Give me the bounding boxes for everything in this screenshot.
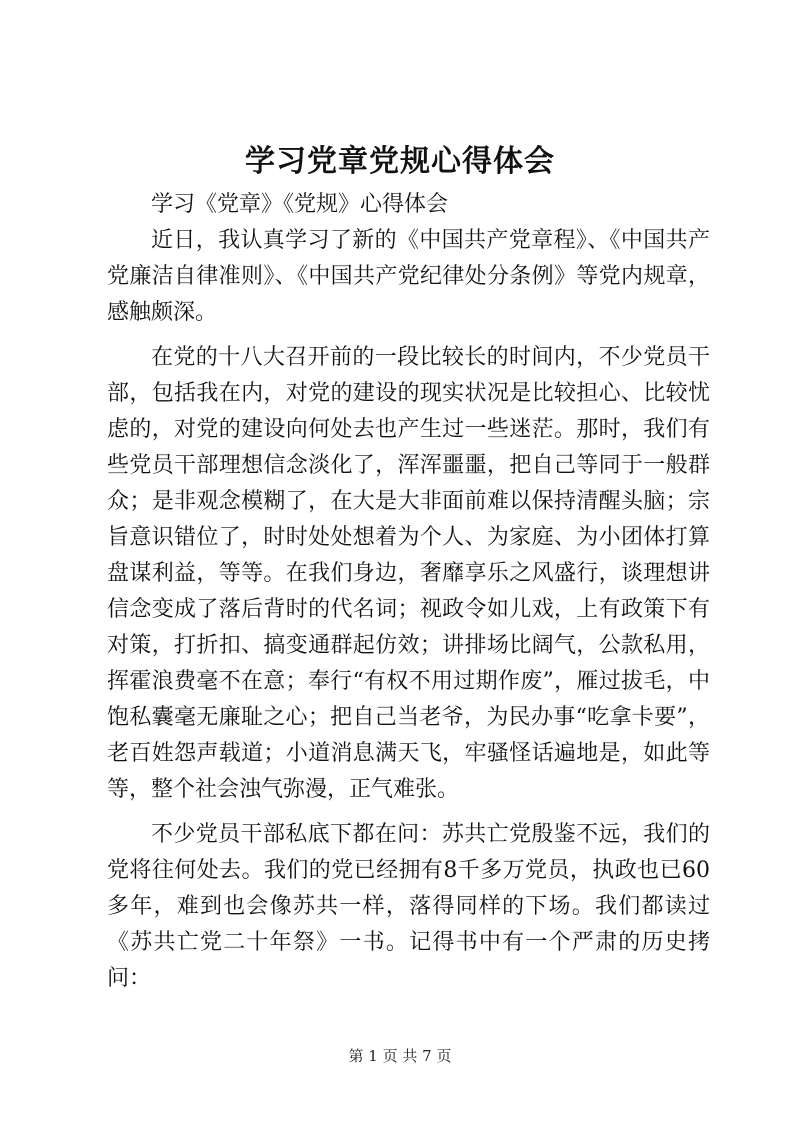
body-paragraph-3: 不少党员干部私底下都在问：苏共亡党殷鉴不远，我们的党将往何处去。我们的党已经拥有8千多万党员，执政也已60多年，难到也会像苏共一样，落得同样的下场。我们都读过《苏共亡党二十年祭》一书。记得书中有一个严肃的历史拷问： (107, 822, 710, 991)
subtitle-paragraph: 学习《党章》《党规》心得体会 (151, 192, 449, 217)
document-title: 学习党章党规心得体会 (245, 144, 555, 179)
body-paragraph-1: 近日，我认真学习了新的《中国共产党章程》、《中国共产党廉洁自律准则》、《中国共产党纪律处分条例》等党内规章，感触颇深。 (107, 228, 710, 325)
page-footer: 第 1 页 共 7 页 (348, 1047, 452, 1065)
body-paragraph-2: 在党的十八大召开前的一段比较长的时间内，不少党员干部，包括我在内，对党的建设的现实状况是比较担心、比较忧虑的，对党的建设向何处去也产生过一些迷茫。那时，我们有些党员干部理想信念淡化了，浑浑噩噩，把自己等同于一般群众；是非观念模糊了，在大是大非面前难以保持清醒头脑；宗旨意识错位了，时时处处想着为个人、为家庭、为小团体打算盘谋利益，等等。在我们身边，奢靡享乐之风盛行，谈理想讲信念变成了落后背时的代名词；视政令如儿戏，上有政策下有对策，打折扣、搞变通群起仿效；讲排场比阔气，公款私用，挥霍浪费毫不在意；奉行“有权不用过期作废”，雁过拔毛，中饱私囊毫无廉耻之心；把自己当老爷，为民办事“吃拿卡要”，老百姓怨声载道；小道消息满天飞，牢骚怪话遍地是，如此等等，整个社会浊气弥漫，正气难张。 (107, 345, 710, 802)
document-body (107, 187, 710, 997)
